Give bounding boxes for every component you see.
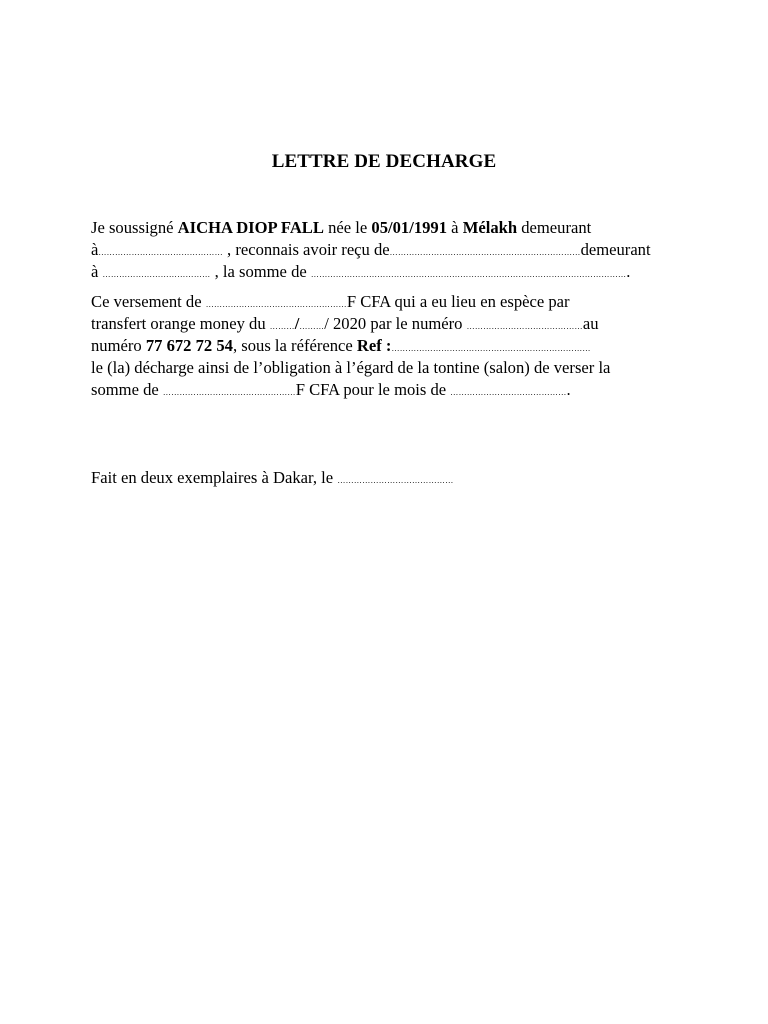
recipient-address-blank: ………………………………… xyxy=(102,270,211,279)
text-fragment: demeurant xyxy=(580,240,651,259)
place-date-line xyxy=(91,467,681,489)
reference-blank: ……………………………………………………………… xyxy=(391,344,591,353)
text-fragment: transfert orange money du xyxy=(91,314,270,333)
text-fragment: , sous la référence xyxy=(232,336,357,355)
date-blank: …………………………………… xyxy=(337,476,454,485)
text-fragment: née le xyxy=(323,218,372,237)
text-fragment: F CFA qui a eu lieu en espèce par xyxy=(346,292,570,311)
text-fragment: Fait en deux exemplaires à Dakar, le xyxy=(91,468,338,487)
text-fragment: à xyxy=(91,262,103,281)
month-name-blank: …………………………………… xyxy=(450,388,567,397)
declaration-line-1 xyxy=(91,217,681,239)
payment-line-3 xyxy=(91,335,681,357)
document-title: LETTRE DE DECHARGE xyxy=(271,151,497,172)
day-blank: ……… xyxy=(269,322,295,331)
sender-number-blank: …………………………………… xyxy=(466,322,583,331)
birth-place: Mélakh xyxy=(462,218,518,237)
text-fragment: somme de xyxy=(91,380,163,399)
text-fragment: , la somme de xyxy=(210,262,311,281)
text-fragment: à xyxy=(91,240,99,259)
phone-number: 77 672 72 54 xyxy=(145,336,233,355)
declaration-line-2 xyxy=(91,239,681,261)
payment-amount-blank: …………………………………………… xyxy=(205,300,347,309)
text-fragment: . xyxy=(626,262,631,281)
monthly-amount-blank: ………………………………………… xyxy=(162,388,296,397)
recipient-blank: …………………………………………………………… xyxy=(389,248,581,257)
payment-paragraph xyxy=(91,291,681,401)
text-fragment: Ce versement de xyxy=(91,292,206,311)
text-fragment: demeurant xyxy=(517,218,592,237)
payment-line-4: le (la) décharge ainsi de l’obligation à l’égard de la tontine (salon) de verser la xyxy=(91,358,611,377)
declaration-line-3 xyxy=(91,261,681,283)
text-fragment: Je soussigné xyxy=(91,218,178,237)
text-fragment: numéro xyxy=(91,336,146,355)
birth-date: 05/01/1991 xyxy=(371,218,448,237)
date-separator: / xyxy=(294,314,300,333)
month-blank: ……… xyxy=(299,322,325,331)
text-fragment: F CFA pour le mois de xyxy=(295,380,451,399)
reference-label: Ref : xyxy=(356,336,392,355)
text-fragment: au xyxy=(582,314,599,333)
text-fragment: / 2020 par le numéro xyxy=(324,314,467,333)
declaration-paragraph xyxy=(91,217,681,283)
address-blank: ……………………………………… xyxy=(98,248,223,257)
payment-line-2 xyxy=(91,313,681,335)
declarant-name: AICHA DIOP FALL xyxy=(177,218,324,237)
text-fragment: à xyxy=(447,218,463,237)
payment-line-5 xyxy=(91,379,681,401)
signature-paragraph xyxy=(91,467,681,489)
amount-blank: …………………………………………………………………………………………………… xyxy=(310,270,627,279)
payment-line-1 xyxy=(91,291,681,313)
text-fragment: . xyxy=(566,380,571,399)
text-fragment: , reconnais avoir reçu de xyxy=(222,240,390,259)
